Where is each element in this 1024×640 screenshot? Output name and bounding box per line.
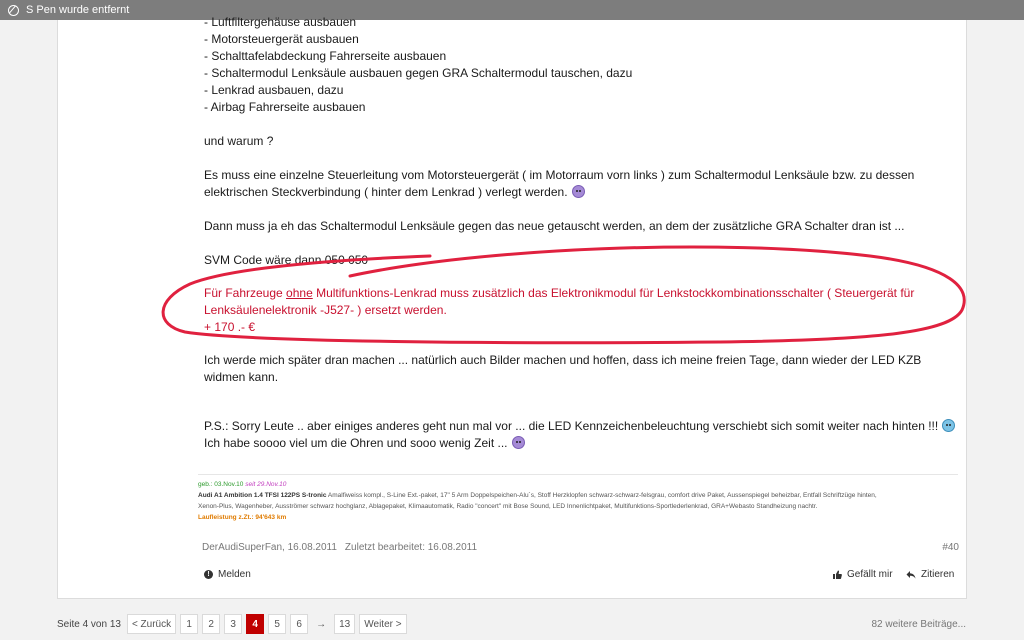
quote-label: Zitieren xyxy=(921,569,955,580)
quote-prefix: Für Fahrzeuge xyxy=(204,286,287,300)
page-button-1[interactable]: 1 xyxy=(180,614,198,634)
post-line: widmen kann. xyxy=(204,370,279,384)
post-line: Ich werde mich später dran machen ... natürlich auch Bilder machen und hoffen, dass ich meine freien Tage, dann wieder der LED KZB xyxy=(204,353,922,367)
highlighted-price: + 170 .- € xyxy=(204,320,256,334)
prev-page-button[interactable]: < Zurück xyxy=(127,614,176,634)
post-line: und warum ? xyxy=(204,134,274,148)
signature-car-details-2: Xenon-Plus, Wagenheber, Ausströmer schwarz hochglanz, Ablagepaket, Klimaautomatik, Radio "concert" mit Bose Sound, LED Innenlichtpaket, Multifunktions-Sportlederlenkrad, GRA+Webasto Standheizung nachtr. xyxy=(198,503,818,510)
post-edited: Zuletzt bearbeitet: 16.08.2011 xyxy=(344,542,478,553)
post-line: - Lenkrad ausbauen, dazu xyxy=(204,83,344,97)
more-posts-link[interactable]: 82 weitere Beiträge... xyxy=(871,619,966,630)
signature-geb: geb.: 03.Nov.10 xyxy=(198,481,244,488)
post-line: P.S.: Sorry Leute .. aber einiges anderes geht nun mal vor ... die LED Kennzeichenbeleuchtung verschiebt sich somit weiter nach hinten !!! xyxy=(204,419,939,433)
post-line: elektrischen Steckverbindung ( hinter dem Lenkrad ) verlegt werden. xyxy=(204,185,568,199)
forum-page xyxy=(0,15,1024,640)
signature-mileage: Laufleistung z.Zt.: 94'643 km xyxy=(198,514,287,521)
alert-icon: ! xyxy=(204,570,213,579)
signature-car-title: Audi A1 Ambition 1.4 TFSI 122PS S-tronic xyxy=(198,492,327,499)
page-button-2[interactable]: 2 xyxy=(202,614,220,634)
pagination-jump-arrow[interactable]: → xyxy=(316,618,327,630)
page-button-3[interactable]: 3 xyxy=(224,614,242,634)
like-label: Gefällt mir xyxy=(847,569,893,580)
signature-seit: seit 29.Nov.10 xyxy=(245,481,287,488)
report-label: Melden xyxy=(218,569,251,580)
post-line: Ich habe soooo viel um die Ohren und sooo wenig Zeit ... xyxy=(204,436,508,450)
page-button-4-current[interactable]: 4 xyxy=(246,614,264,634)
page-button-13[interactable]: 13 xyxy=(334,614,355,634)
system-status-bar xyxy=(0,0,1024,20)
highlighted-quote-line: Lenksäulenelektronik -J527- ) ersetzt werden. xyxy=(204,303,447,317)
post-line: Dann muss ja eh das Schaltermodul Lenksäule gegen das neue getauscht werden, an dem der zusätzliche GRA Schalter dran ist ... xyxy=(204,219,905,233)
quote-rest: Multifunktions-Lenkrad muss zusätzlich das Elektronikmodul für Lenkstockkombinationsschalter ( Steuergerät für xyxy=(312,286,915,300)
post-author-date[interactable]: DerAudiSuperFan, 16.08.2011 xyxy=(202,542,337,553)
page-button-6[interactable]: 6 xyxy=(290,614,308,634)
s-pen-icon xyxy=(8,5,19,16)
signature-car-details: Amalfiweiss kompl., S-Line Ext.-paket, 17" 5 Arm Doppelspeichen-Alu´s, Stoff Herzklopfen schwarz-schwarz-felsgrau, comfort drive Paket, Aussenspiegel beheizbar, Entfall Schriftzüge hinten, xyxy=(326,492,877,499)
quote-underlined-word: ohne xyxy=(286,286,313,300)
post-line: - Motorsteuergerät ausbauen xyxy=(204,32,359,46)
post-line: - Schaltermodul Lenksäule ausbauen gegen GRA Schaltermodul tauschen, dazu xyxy=(204,66,633,80)
pagination xyxy=(57,612,407,636)
post-line: Es muss eine einzelne Steuerleitung vom Motorsteuergerät ( im Motorraum vorn links ) zum Schaltermodul Lenksäule bzw. zu dessen xyxy=(204,168,915,182)
post-line: SVM Code wäre dann 050 050 xyxy=(204,253,369,267)
post-line: - Schalttafelabdeckung Fahrerseite ausbauen xyxy=(204,49,447,63)
red-ellipse-annotation xyxy=(0,20,1024,640)
page-count-label: Seite 4 von 13 xyxy=(57,618,121,630)
page-button-5[interactable]: 5 xyxy=(268,614,286,634)
post-line: - Luftfiltergehäuse ausbauen xyxy=(204,15,357,29)
post-number[interactable]: #40 xyxy=(942,542,959,553)
status-bar-text: S Pen wurde entfernt xyxy=(26,4,130,16)
post-line: - Airbag Fahrerseite ausbauen xyxy=(204,100,366,114)
next-page-button[interactable]: Weiter > xyxy=(359,614,406,634)
